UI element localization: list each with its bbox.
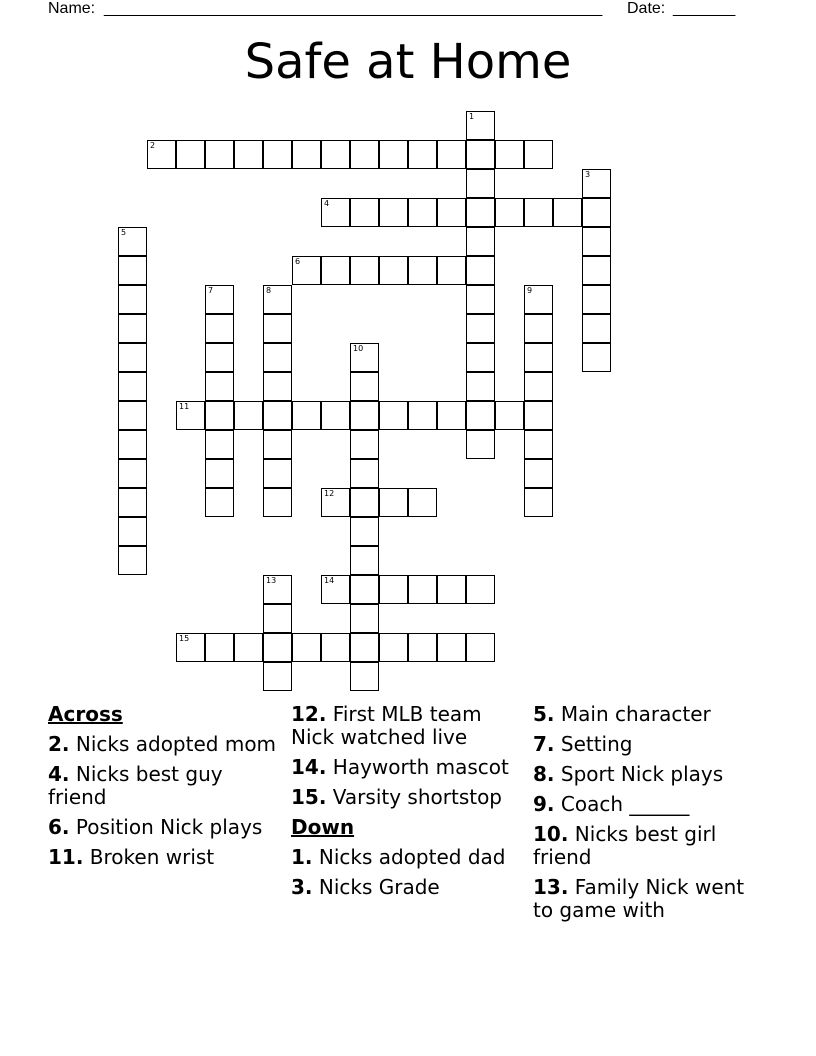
grid-cell[interactable]	[408, 488, 437, 517]
grid-cell[interactable]	[118, 256, 147, 285]
clue-across-12	[291, 703, 526, 749]
clue-number: 4.	[48, 762, 70, 786]
clue-text: First MLB team Nick watched live	[291, 702, 482, 749]
grid-cell[interactable]	[582, 227, 611, 256]
grid-cell[interactable]	[379, 575, 408, 604]
grid-cell[interactable]	[495, 401, 524, 430]
grid-cell[interactable]	[437, 198, 466, 227]
grid-cell[interactable]	[408, 256, 437, 285]
clue-text: Varsity shortstop	[332, 785, 503, 809]
grid-cell[interactable]	[350, 662, 379, 691]
grid-cell[interactable]	[437, 575, 466, 604]
grid-cell[interactable]	[350, 140, 379, 169]
grid-cell[interactable]	[205, 401, 234, 430]
grid-cell[interactable]	[234, 633, 263, 662]
date-label: Date:	[627, 0, 666, 17]
grid-cell[interactable]	[466, 575, 495, 604]
grid-cell[interactable]	[176, 401, 205, 430]
grid-cell[interactable]	[292, 633, 321, 662]
name-label: Name:	[48, 0, 96, 17]
grid-cell[interactable]	[408, 575, 437, 604]
clue-text: Hayworth mascot	[332, 755, 509, 779]
grid-cell[interactable]	[263, 459, 292, 488]
grid-cell[interactable]	[263, 314, 292, 343]
clue-text: Nicks adopted mom	[75, 732, 277, 756]
grid-cell[interactable]	[292, 256, 321, 285]
grid-cell[interactable]	[263, 575, 292, 604]
clue-number: 2.	[48, 732, 70, 756]
grid-cell[interactable]	[205, 140, 234, 169]
grid-cell[interactable]	[524, 430, 553, 459]
grid-cell[interactable]	[466, 169, 495, 198]
grid-cell[interactable]	[524, 198, 553, 227]
grid-cell[interactable]	[350, 604, 379, 633]
grid-cell[interactable]	[205, 430, 234, 459]
grid-cell[interactable]	[350, 488, 379, 517]
grid-cell[interactable]	[350, 401, 379, 430]
grid-cell[interactable]	[118, 401, 147, 430]
grid-cell[interactable]	[118, 314, 147, 343]
grid-cell[interactable]	[582, 256, 611, 285]
grid-cell[interactable]	[263, 285, 292, 314]
grid-cell[interactable]	[466, 285, 495, 314]
clue-number: 6.	[48, 815, 70, 839]
clue-down-13	[533, 876, 768, 922]
grid-cell[interactable]	[379, 198, 408, 227]
grid-cell[interactable]	[147, 140, 176, 169]
grid-cell[interactable]	[321, 198, 350, 227]
clue-text: Nicks best guy friend	[48, 762, 223, 809]
grid-cell[interactable]	[524, 401, 553, 430]
clue-down-7	[533, 733, 768, 756]
grid-cell[interactable]	[437, 140, 466, 169]
grid-cell[interactable]	[321, 256, 350, 285]
date-field[interactable]: _______	[673, 0, 736, 17]
grid-cell[interactable]	[350, 256, 379, 285]
grid-cell[interactable]	[263, 604, 292, 633]
grid-cell[interactable]	[466, 198, 495, 227]
clue-number: 13.	[533, 875, 569, 899]
grid-cell[interactable]	[350, 198, 379, 227]
clue-number: 3.	[291, 875, 313, 899]
clue-number: 1.	[291, 845, 313, 869]
grid-cell[interactable]	[118, 430, 147, 459]
grid-cell[interactable]	[263, 662, 292, 691]
clue-number: 14.	[291, 755, 327, 779]
grid-cell[interactable]	[263, 140, 292, 169]
grid-cell[interactable]	[524, 314, 553, 343]
grid-cell[interactable]	[582, 285, 611, 314]
grid-cell[interactable]	[118, 343, 147, 372]
clue-across-15	[291, 786, 526, 809]
clue-down-5	[533, 703, 768, 726]
grid-cell[interactable]	[466, 430, 495, 459]
grid-cell[interactable]	[234, 401, 263, 430]
cell-number: 6	[295, 257, 301, 266]
name-field[interactable]: ________________________________________________________	[104, 0, 603, 17]
clue-text: Main character	[560, 702, 711, 726]
grid-cell[interactable]	[205, 372, 234, 401]
cell-number: 1	[469, 112, 475, 121]
across-heading: Across	[48, 702, 123, 726]
grid-cell[interactable]	[379, 401, 408, 430]
grid-cell[interactable]	[437, 401, 466, 430]
grid-cell[interactable]	[495, 198, 524, 227]
clue-text: Broken wrist	[89, 845, 215, 869]
grid-cell[interactable]	[321, 633, 350, 662]
clue-text: Position Nick plays	[75, 815, 263, 839]
grid-cell[interactable]	[321, 488, 350, 517]
grid-cell[interactable]	[553, 198, 582, 227]
grid-cell[interactable]	[466, 314, 495, 343]
grid-cell[interactable]	[379, 256, 408, 285]
grid-cell[interactable]	[321, 575, 350, 604]
clue-text: Family Nick went to game with	[533, 875, 745, 922]
grid-cell[interactable]	[466, 256, 495, 285]
grid-cell[interactable]	[524, 372, 553, 401]
page-title: Safe at Home	[244, 34, 572, 90]
grid-cell[interactable]	[263, 488, 292, 517]
grid-cell[interactable]	[263, 430, 292, 459]
cell-number: 5	[121, 228, 127, 237]
clue-text: Nicks best girl friend	[533, 822, 717, 869]
grid-cell[interactable]	[234, 140, 263, 169]
clue-column-3	[533, 703, 768, 929]
cell-number: 3	[585, 170, 591, 179]
cell-number: 8	[266, 286, 272, 295]
grid-cell[interactable]	[524, 459, 553, 488]
grid-cell[interactable]	[350, 575, 379, 604]
grid-cell[interactable]	[118, 285, 147, 314]
grid-cell[interactable]	[263, 372, 292, 401]
clue-across-2	[48, 733, 283, 756]
clue-text: Nicks Grade	[318, 875, 440, 899]
grid-cell[interactable]	[205, 343, 234, 372]
grid-cell[interactable]	[437, 256, 466, 285]
grid-cell[interactable]	[263, 633, 292, 662]
grid-cell[interactable]	[466, 111, 495, 140]
grid-cell[interactable]	[176, 633, 205, 662]
grid-cell[interactable]	[350, 430, 379, 459]
down-heading: Down	[291, 815, 355, 839]
cell-number: 15	[179, 634, 190, 643]
grid-cell[interactable]	[350, 459, 379, 488]
grid-cell[interactable]	[582, 169, 611, 198]
cell-number: 2	[150, 141, 156, 150]
grid-cell[interactable]	[350, 343, 379, 372]
clue-number: 7.	[533, 732, 555, 756]
clue-text: Coach ______	[560, 792, 690, 816]
grid-cell[interactable]	[350, 633, 379, 662]
grid-cell[interactable]	[408, 633, 437, 662]
clue-down-10	[533, 823, 768, 869]
grid-cell[interactable]	[524, 140, 553, 169]
grid-cell[interactable]	[466, 372, 495, 401]
clue-number: 9.	[533, 792, 555, 816]
grid-cell[interactable]	[263, 343, 292, 372]
grid-cell[interactable]	[118, 372, 147, 401]
grid-cell[interactable]	[263, 401, 292, 430]
grid-cell[interactable]	[582, 198, 611, 227]
grid-cell[interactable]	[350, 546, 379, 575]
clue-down-1	[291, 846, 526, 869]
grid-cell[interactable]	[118, 488, 147, 517]
grid-cell[interactable]	[205, 285, 234, 314]
cell-number: 10	[353, 344, 364, 353]
grid-cell[interactable]	[524, 343, 553, 372]
grid-cell[interactable]	[292, 140, 321, 169]
grid-cell[interactable]	[466, 140, 495, 169]
clue-text: Setting	[560, 732, 633, 756]
cell-number: 12	[324, 489, 335, 498]
grid-cell[interactable]	[205, 314, 234, 343]
grid-cell[interactable]	[205, 633, 234, 662]
clue-down-9	[533, 793, 768, 816]
clue-across-4	[48, 763, 283, 809]
grid-cell[interactable]	[118, 227, 147, 256]
grid-cell[interactable]	[408, 198, 437, 227]
grid-cell[interactable]	[321, 401, 350, 430]
clue-down-3	[291, 876, 526, 899]
cell-number: 13	[266, 576, 277, 585]
grid-cell[interactable]	[205, 488, 234, 517]
cell-number: 9	[527, 286, 533, 295]
grid-cell[interactable]	[582, 314, 611, 343]
grid-cell[interactable]	[466, 343, 495, 372]
grid-cell[interactable]	[118, 517, 147, 546]
grid-cell[interactable]	[466, 227, 495, 256]
cell-number: 14	[324, 576, 335, 585]
grid-cell[interactable]	[524, 285, 553, 314]
clue-number: 12.	[291, 702, 327, 726]
grid-cell[interactable]	[205, 459, 234, 488]
grid-cell[interactable]	[495, 140, 524, 169]
grid-cell[interactable]	[379, 633, 408, 662]
cell-number: 7	[208, 286, 214, 295]
grid-cell[interactable]	[379, 140, 408, 169]
clue-across-14	[291, 756, 526, 779]
clue-number: 8.	[533, 762, 555, 786]
clue-number: 11.	[48, 845, 84, 869]
clue-number: 5.	[533, 702, 555, 726]
cell-number: 11	[179, 402, 190, 411]
clue-text: Nicks adopted dad	[318, 845, 506, 869]
grid-cell[interactable]	[176, 140, 205, 169]
grid-cell[interactable]	[379, 488, 408, 517]
clue-down-8	[533, 763, 768, 786]
grid-cell[interactable]	[437, 633, 466, 662]
clue-column-1	[48, 703, 283, 876]
clue-number: 15.	[291, 785, 327, 809]
cell-number: 4	[324, 199, 330, 208]
grid-cell[interactable]	[582, 343, 611, 372]
grid-cell[interactable]	[350, 517, 379, 546]
grid-cell[interactable]	[292, 401, 321, 430]
clue-number: 10.	[533, 822, 569, 846]
grid-cell[interactable]	[466, 401, 495, 430]
grid-cell[interactable]	[466, 633, 495, 662]
clue-text: Sport Nick plays	[560, 762, 724, 786]
grid-cell[interactable]	[321, 140, 350, 169]
grid-cell[interactable]	[350, 372, 379, 401]
grid-cell[interactable]	[524, 488, 553, 517]
grid-cell[interactable]	[408, 401, 437, 430]
clue-across-11	[48, 846, 283, 869]
grid-cell[interactable]	[118, 546, 147, 575]
clue-across-6	[48, 816, 283, 839]
grid-cell[interactable]	[118, 459, 147, 488]
clue-column-2	[291, 703, 526, 906]
grid-cell[interactable]	[408, 140, 437, 169]
